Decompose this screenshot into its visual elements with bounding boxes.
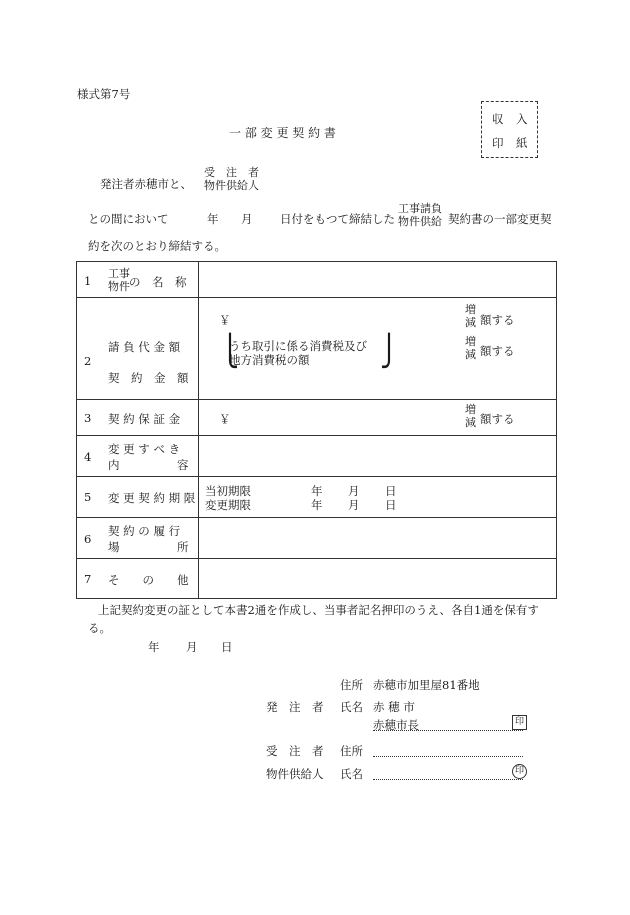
contract-option-construction: 工事請負	[398, 202, 442, 215]
row-label	[77, 298, 199, 400]
stamp-char: 入	[516, 112, 528, 126]
orderer-address-label: 住所	[340, 678, 363, 692]
changes-label-2: 内 容	[108, 458, 189, 472]
stamp-char: 収	[492, 112, 504, 126]
intro-last-line: 約を次のとおり締結する。	[88, 239, 226, 253]
seal-mark: 印	[512, 715, 527, 730]
orderer-name-mayor: 赤穂市長	[373, 718, 419, 732]
row-period	[77, 477, 557, 518]
closing-month: 月	[186, 640, 198, 654]
closing-line-2: る。	[88, 621, 111, 635]
contractor-address-label: 住所	[340, 744, 363, 758]
party-option-contractor: 受 注 者	[204, 166, 259, 179]
intro-year: 年	[207, 212, 219, 226]
row-value[interactable]	[199, 436, 557, 477]
decrease-char: 減	[465, 316, 476, 329]
increase-char: 増	[465, 403, 476, 416]
tax-increase-decrease	[465, 335, 476, 361]
party-prefix: 発注者赤穂市と、	[100, 177, 192, 191]
row-name	[77, 262, 557, 298]
right-bracket-icon: ⎭	[380, 333, 398, 369]
row-value[interactable]	[199, 477, 557, 518]
orderer-name-label: 氏名	[340, 700, 363, 714]
initial-month: 月	[348, 484, 360, 498]
initial-day: 日	[385, 484, 397, 498]
form-number: 様式第7号	[77, 87, 131, 101]
row-value[interactable]	[199, 400, 557, 436]
tax-note-line: うち取引に係る消費税及び	[229, 339, 367, 353]
supplier-name-line[interactable]	[373, 779, 523, 780]
tax-note	[229, 339, 367, 367]
supplier-name-label: 氏名	[340, 767, 363, 781]
row-number: 2	[84, 354, 92, 368]
orderer-name-city: 赤 穂 市	[373, 700, 415, 714]
changed-month: 月	[348, 498, 360, 512]
row-label	[77, 518, 199, 559]
row-value[interactable]	[199, 298, 557, 400]
intro-date-suffix: 日付をもつて締結した	[280, 212, 395, 226]
amount-label-contract: 請 負 代 金 額	[108, 340, 181, 354]
row-number: 3	[84, 411, 92, 425]
row-label	[77, 400, 199, 436]
initial-year: 年	[311, 484, 323, 498]
row-name-label: の 名 称	[129, 275, 187, 289]
change-suffix: 額する	[480, 313, 515, 327]
closing-year: 年	[148, 640, 160, 654]
changes-label-1: 変 更 す べ き	[108, 442, 181, 456]
contractor-address-line[interactable]	[373, 756, 523, 757]
row-label	[77, 436, 199, 477]
increase-char: 増	[465, 303, 476, 316]
party-options	[204, 166, 259, 192]
decrease-char: 減	[465, 416, 476, 429]
contract-option-supply: 物件供給	[398, 215, 442, 228]
increase-char: 増	[465, 335, 476, 348]
changed-deadline-label: 変更期限	[205, 498, 251, 512]
contractor-label: 受 注 者	[266, 744, 324, 758]
row-changes	[77, 436, 557, 477]
tax-note-line: 地方消費税の額	[229, 353, 310, 367]
between-text: との間において	[88, 212, 169, 226]
period-label: 変 更 契 約 期 限	[108, 491, 196, 505]
row-number: 5	[84, 490, 92, 504]
tax-change-suffix: 額する	[480, 344, 515, 358]
yen-sign: ￥	[219, 412, 231, 426]
row-label	[77, 559, 199, 599]
changed-day: 日	[385, 498, 397, 512]
yen-sign: ￥	[219, 313, 231, 327]
contract-suffix: 契約書の一部変更契	[448, 212, 552, 226]
supplier-label: 物件供給人	[266, 767, 324, 781]
row-guarantee	[77, 400, 557, 436]
amount-label-agreement: 契 約 金 額	[108, 371, 189, 385]
change-suffix: 額する	[480, 412, 515, 426]
row-number: 6	[84, 532, 92, 546]
stamp-char: 紙	[516, 136, 528, 150]
increase-decrease	[465, 303, 476, 329]
orderer-label: 発 注 者	[266, 700, 324, 714]
closing-line-1: 上記契約変更の証として本書2通を作成し、当事者記名押印のうえ、各自1通を保有す	[98, 603, 539, 617]
location-label-1: 契 約 の 履 行	[108, 524, 181, 538]
other-label: そ の 他	[108, 573, 189, 587]
intro-month: 月	[241, 212, 253, 226]
revenue-stamp-box	[481, 101, 538, 158]
orderer-signature-line	[373, 730, 523, 731]
changed-year: 年	[311, 498, 323, 512]
orderer-address-value: 赤穂市加里屋81番地	[373, 678, 480, 692]
location-label-2: 場 所	[108, 540, 189, 554]
party-option-supplier: 物件供給人	[204, 179, 259, 192]
row-value[interactable]	[199, 559, 557, 599]
seal-mark: 印	[512, 764, 527, 779]
increase-decrease	[465, 403, 476, 429]
row-amount	[77, 298, 557, 400]
row-number: 1	[84, 274, 92, 288]
document-title: 一 部 変 更 契 約 書	[229, 126, 336, 140]
guarantee-label: 契 約 保 証 金	[108, 412, 181, 426]
stamp-char: 印	[492, 136, 504, 150]
row-number: 4	[84, 450, 92, 464]
option-construction: 工事	[108, 267, 130, 280]
row-label	[77, 262, 199, 298]
closing-day: 日	[221, 640, 233, 654]
contract-details-table	[76, 261, 557, 599]
initial-deadline-label: 当初期限	[205, 484, 251, 498]
left-bracket-icon: ⎩	[221, 333, 239, 369]
option-supply: 物件	[108, 280, 130, 293]
row-number: 7	[84, 572, 92, 586]
row-location	[77, 518, 557, 559]
row-value[interactable]	[199, 262, 557, 298]
contract-type-options	[398, 202, 442, 228]
row-other	[77, 559, 557, 599]
row-label	[77, 477, 199, 518]
decrease-char: 減	[465, 348, 476, 361]
name-type-options	[108, 267, 130, 293]
row-value[interactable]	[199, 518, 557, 559]
